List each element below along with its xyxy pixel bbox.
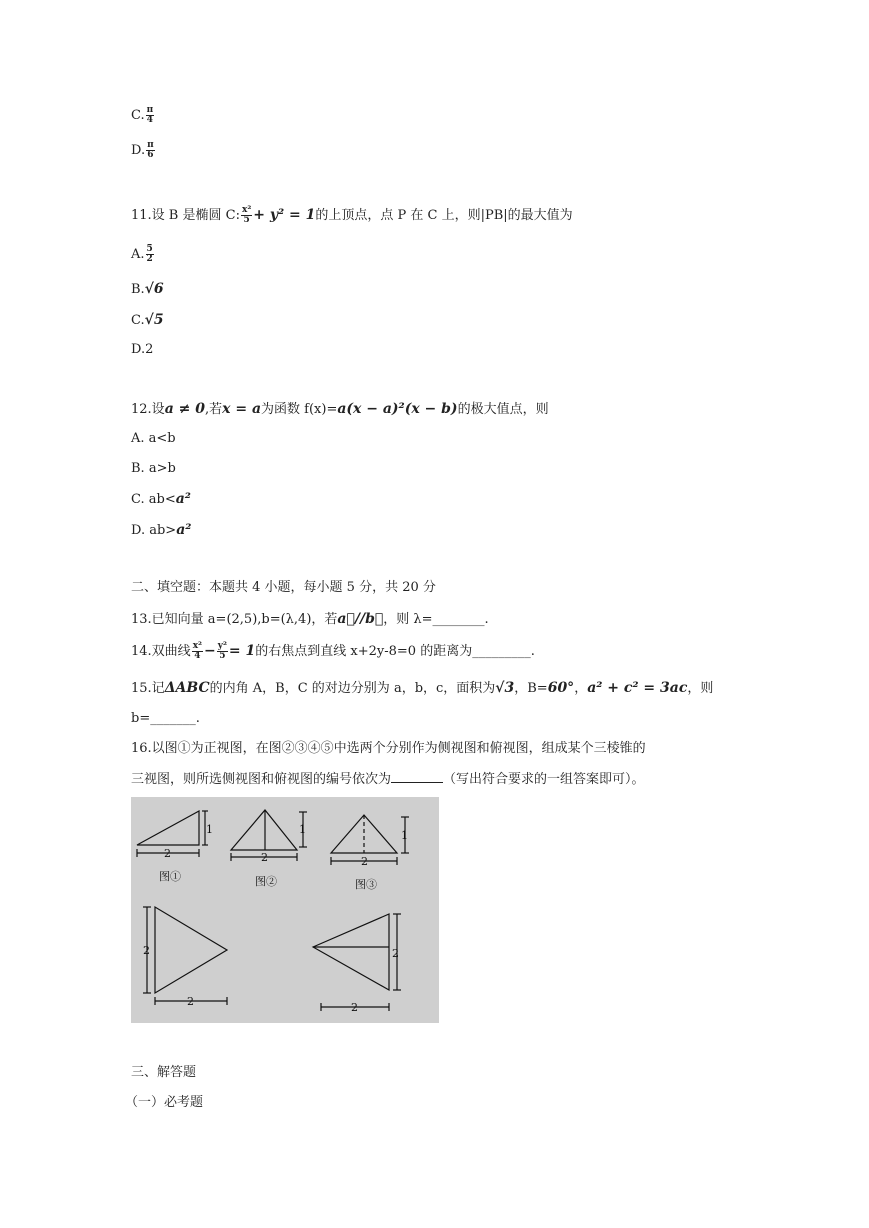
denominator: 4 (146, 115, 154, 125)
question-text: 13.已知向量 a=(2,5),b=(λ,4)，若 (131, 612, 338, 627)
option-label: B. (131, 282, 145, 297)
question-text: 为函数 f(x)= (261, 402, 338, 417)
dim-height-5: 2 (392, 947, 399, 960)
option-math: a² (176, 522, 192, 538)
numerator: π (147, 140, 154, 150)
question-11 (131, 206, 573, 225)
denominator: 5 (219, 651, 226, 661)
option-b (131, 460, 176, 478)
equation: + y² = 1 (253, 207, 316, 223)
question-15 (131, 679, 713, 698)
question-text: 的右焦点到直线 x+2y-8=0 的距离为_________. (255, 644, 535, 659)
view-2 (231, 810, 307, 861)
dim-height-3: 1 (401, 829, 408, 842)
condition: a ≠ 0 (164, 401, 205, 417)
option-label: C. (131, 108, 145, 123)
option-a (131, 245, 155, 264)
dim-height-2: 1 (299, 823, 306, 836)
question-text: 14.双曲线 (131, 644, 191, 659)
option-b (131, 280, 164, 299)
section-heading: 二、填空题：本题共 4 小题，每小题 5 分，共 20 分 (131, 580, 436, 595)
question-text: 的极大值点，则 (457, 402, 549, 417)
dim-base-3: 2 (361, 855, 368, 868)
dim-base-5: 2 (351, 1001, 358, 1014)
option-label: A. (131, 247, 145, 262)
fraction (192, 642, 203, 661)
option-label: B. a>b (131, 461, 176, 476)
question-text: 12.设 (131, 402, 165, 417)
section-heading: 三、解答题 (131, 1065, 197, 1080)
dim-base-4: 2 (187, 995, 194, 1008)
option-value: √6 (144, 281, 164, 297)
question-text: ,若 (204, 402, 223, 417)
function-expression: a(x − a)²(x − b) (337, 401, 458, 417)
option-c (131, 490, 191, 509)
option-c-prev (131, 106, 155, 125)
operator: − (204, 643, 216, 659)
view-5 (313, 914, 401, 1011)
option-label: A. a<b (131, 431, 176, 446)
question-text: 的内角 A，B，C 的对边分别为 a，b，c，面积为 (209, 681, 496, 696)
option-c (131, 311, 164, 330)
question-14 (131, 642, 535, 661)
question-text: 三视图，则所选侧视图和俯视图的编号依次为 (131, 772, 392, 787)
question-text: ， (574, 681, 588, 696)
label-view-3: 图③ (355, 878, 377, 891)
numerator: 5 (146, 244, 153, 254)
fraction (146, 141, 155, 160)
question-text: ，B= (514, 681, 548, 696)
option-d (131, 341, 153, 359)
option-math: a² (175, 491, 191, 507)
question-text: 11.设 B 是椭圆 C: (131, 208, 240, 223)
dim-height-4: 2 (143, 944, 150, 957)
option-label: D. ab> (131, 523, 177, 538)
numerator: x² (241, 205, 252, 215)
fraction (146, 245, 154, 264)
option-label: D. (131, 143, 146, 158)
question-15-answer-line: b=_______. (131, 711, 200, 726)
option-label: C. (131, 313, 145, 328)
option-a (131, 430, 176, 448)
denominator: 2 (146, 254, 153, 264)
numerator: x² (192, 641, 202, 651)
question-text: ，则 (687, 681, 714, 696)
denominator: 6 (147, 150, 154, 160)
three-views-figure (131, 797, 439, 1023)
fraction (217, 642, 228, 661)
vector-expression: a⃗//b⃗ (337, 611, 384, 627)
option-label: C. ab< (131, 492, 176, 507)
question-12 (131, 400, 549, 419)
denominator: 4 (194, 651, 201, 661)
question-text: 15.记 (131, 681, 165, 696)
option-value: √5 (144, 312, 164, 328)
option-d (131, 521, 191, 540)
label-view-2: 图② (255, 875, 277, 888)
condition: x = a (222, 401, 262, 417)
equation: = 1 (228, 643, 256, 659)
question-13 (131, 610, 489, 629)
dim-base-1: 2 (164, 847, 171, 860)
dim-base-2: 2 (261, 851, 268, 864)
view-1 (137, 811, 208, 857)
label-view-1: 图① (159, 870, 181, 883)
equation: a² + c² = 3ac (587, 680, 688, 696)
fraction (241, 206, 252, 225)
fraction (146, 106, 155, 125)
question-text: （写出符合要求的一组答案即可）。 (443, 772, 645, 787)
option-label: D. (131, 342, 146, 357)
question-16-line2 (131, 770, 645, 789)
triangle-symbol: ΔABC (164, 680, 210, 696)
dim-height-1: 1 (206, 823, 213, 836)
numerator: π (146, 105, 154, 115)
denominator: 5 (243, 215, 250, 225)
subsection-heading: （一）必考题 (125, 1095, 204, 1110)
figure-drawing (131, 797, 439, 1023)
option-d-prev (131, 141, 156, 160)
view-4 (143, 907, 227, 1005)
numerator: y² (217, 641, 227, 651)
question-text: 的上顶点，点 P 在 C 上，则|PB|的最大值为 (315, 208, 573, 223)
angle-value: 60° (547, 680, 575, 696)
question-16-line1: 16.以图①为正视图，在图②③④⑤中选两个分别作为侧视图和俯视图，组成某个三棱锥的 (131, 741, 646, 756)
view-3 (331, 815, 409, 865)
question-text: ，则 λ=________. (383, 612, 489, 627)
option-value: 2 (145, 342, 154, 357)
area-value: √3 (495, 680, 515, 696)
answer-blank[interactable] (391, 770, 443, 783)
